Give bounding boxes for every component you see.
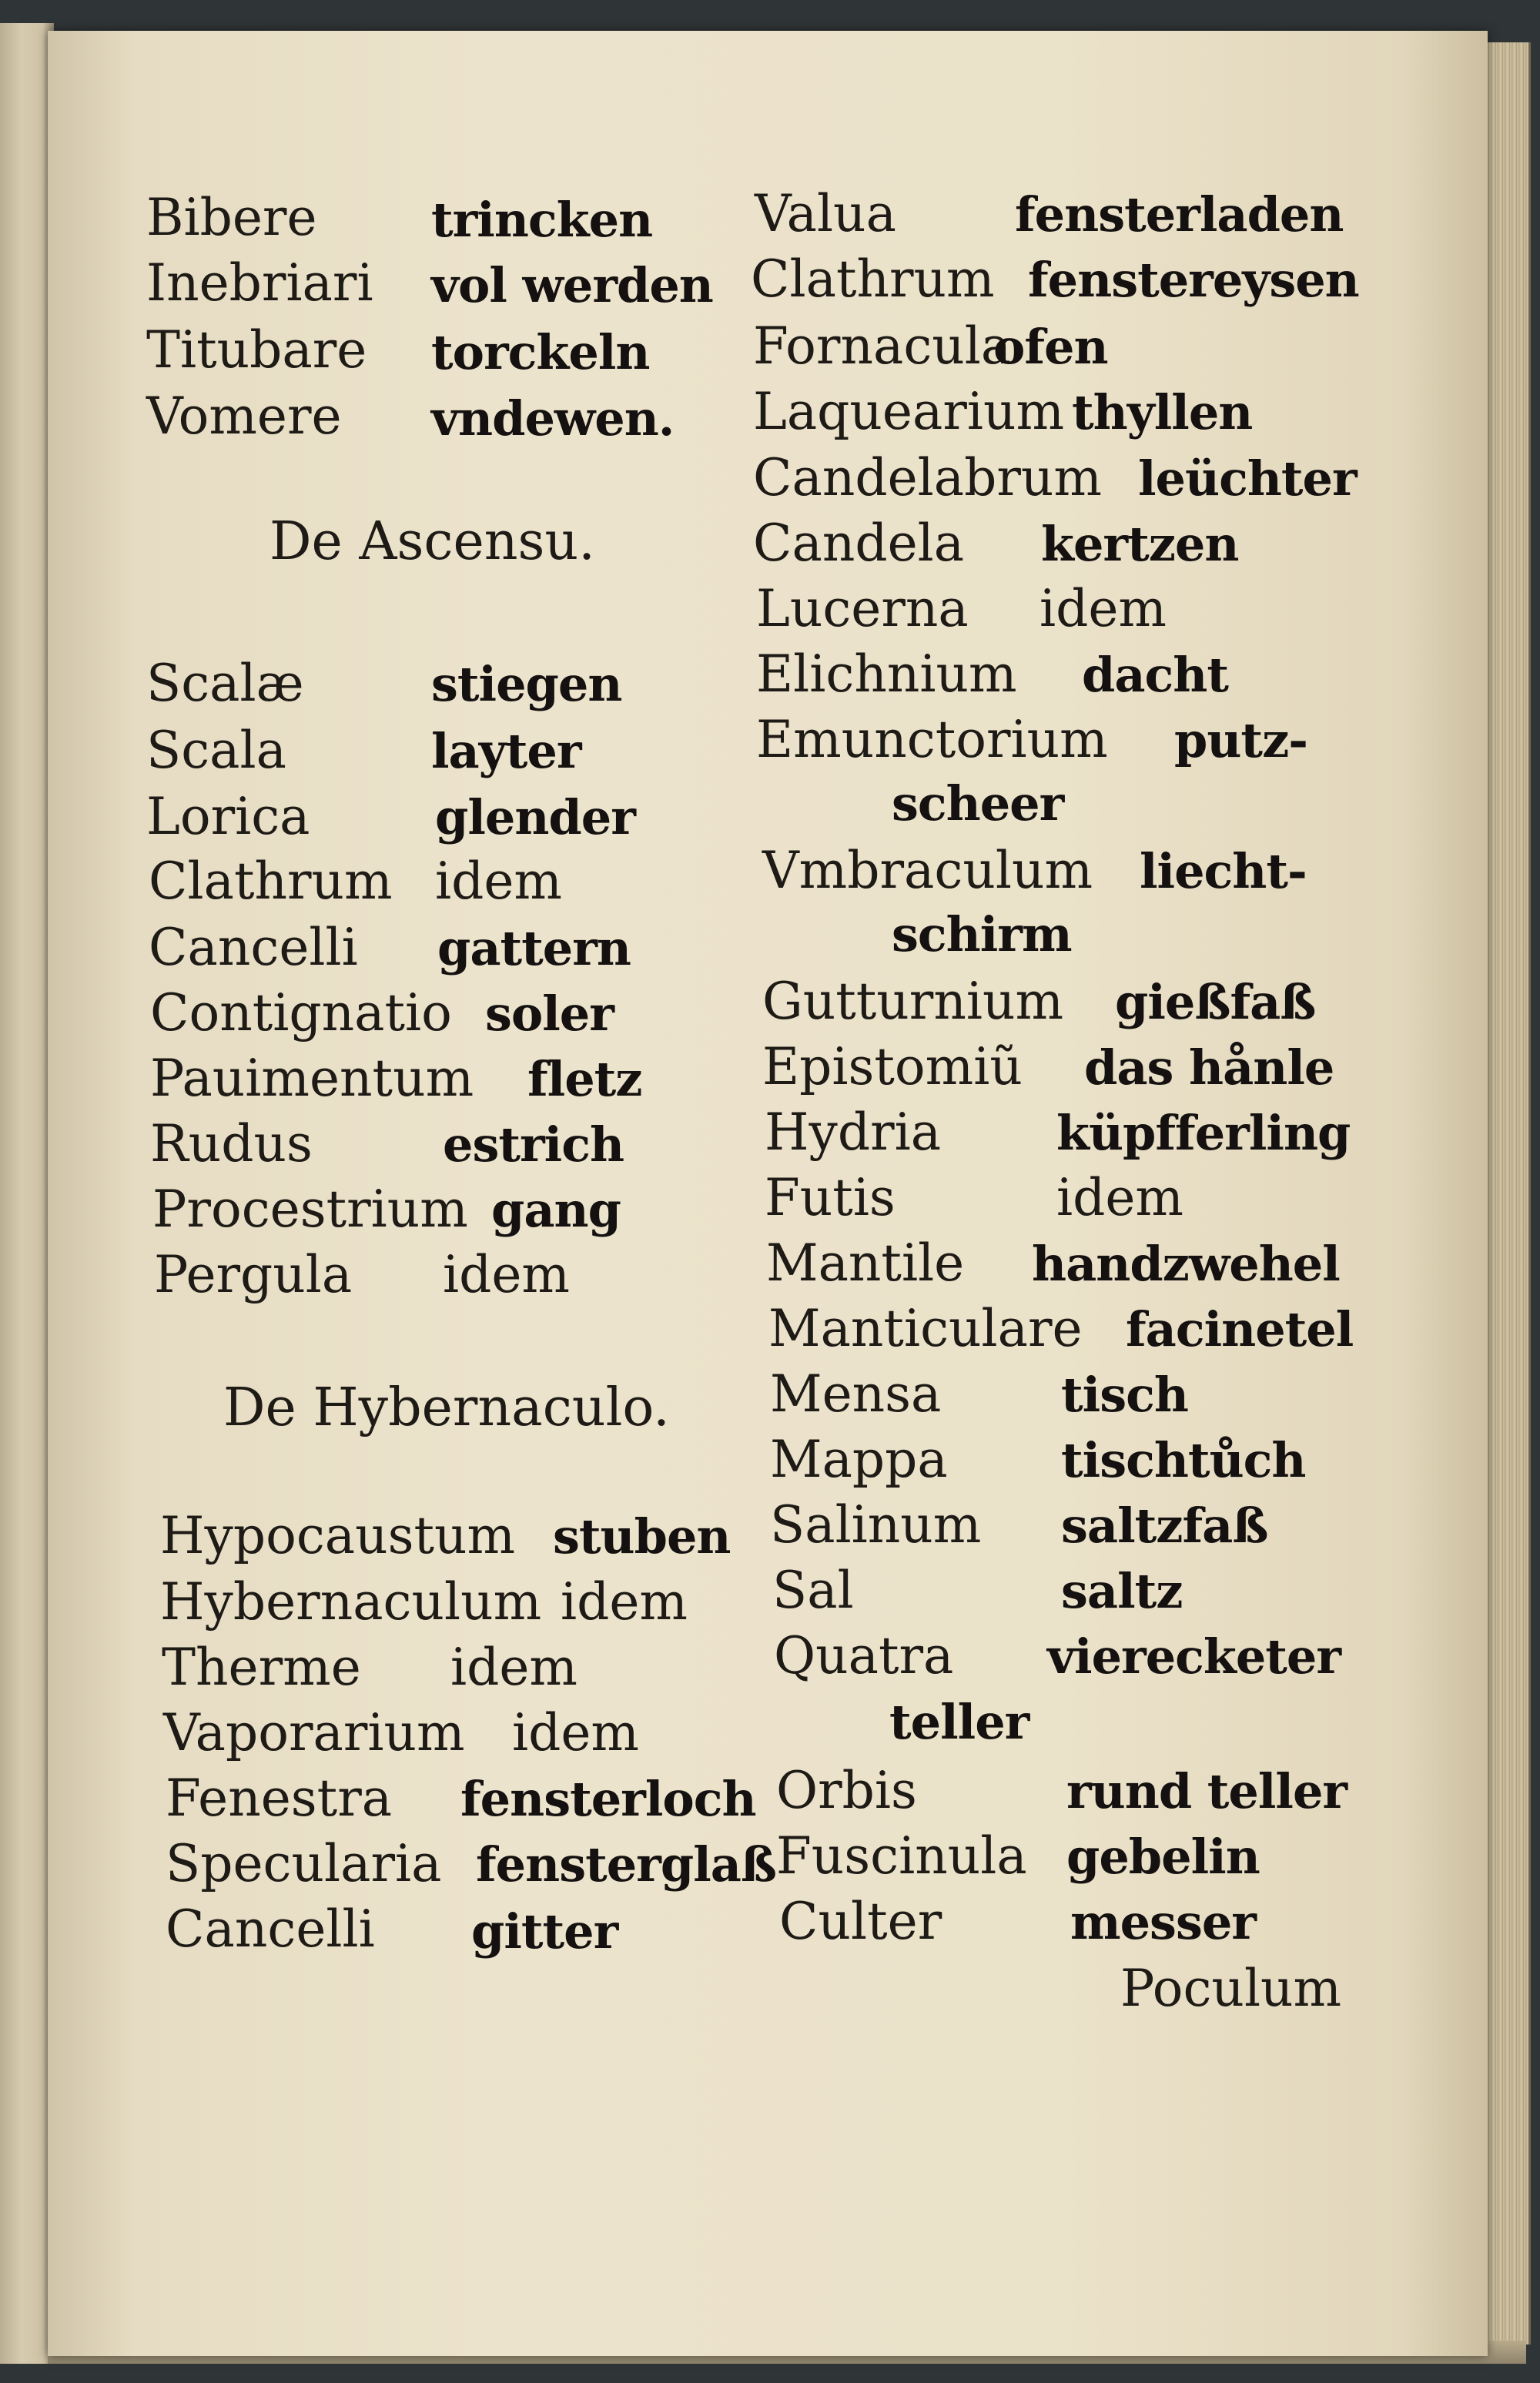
german-word: stiegen [431,656,622,712]
german-word: dacht [1082,647,1228,703]
german-word: vol werden [431,257,713,313]
latin-word: Scala [146,721,286,780]
german-word-continuation: schirm [892,906,1072,962]
german-word: gang [491,1182,621,1238]
latin-word: Hydria [765,1103,942,1162]
german-word: idem [435,852,562,911]
latin-word: Vomere [146,387,342,446]
latin-word: Valua [755,184,896,243]
latin-word: Laquearium [753,382,1065,441]
latin-word: Vmbraculum [762,841,1093,900]
latin-word: Fornacula [753,316,1012,376]
latin-word: Lorica [146,787,310,846]
latin-word: Gutturnium [762,972,1064,1031]
latin-word: Epistomiũ [762,1037,1023,1096]
german-word: torckeln [431,324,650,380]
latin-word: Quatra [774,1626,954,1685]
section-heading-hybernaculo: De Hybernaculo. [223,1377,670,1438]
latin-word: Inebriari [146,253,373,313]
latin-word: Fenestra [166,1769,393,1828]
german-word: fenstereysen [1028,252,1359,308]
latin-word: Elichnium [756,644,1017,704]
latin-word: Pauimentum [150,1049,474,1108]
latin-word: Titubare [146,320,367,380]
german-word: layter [431,723,581,779]
page-stack-edges [1482,42,1531,2345]
latin-word: Therme [162,1638,361,1697]
german-word: estrich [443,1116,624,1173]
latin-word: Mantile [766,1233,965,1293]
german-word: idem [512,1703,639,1762]
latin-word: Cancelli [149,918,358,977]
german-word: trincken [431,192,653,248]
german-word: idem [561,1572,688,1632]
german-word: tisch [1061,1367,1188,1423]
latin-word: Emunctorium [756,710,1108,769]
german-word: gitter [471,1903,618,1960]
german-word: glender [435,789,635,845]
german-word-continuation: scheer [892,775,1064,832]
german-word: messer [1070,1894,1256,1950]
latin-word: Hybernaculum [160,1572,542,1632]
latin-word: Vaporarium [163,1703,465,1762]
latin-word: Orbis [776,1761,917,1820]
latin-word: Culter [779,1892,942,1951]
german-word: idem [450,1638,578,1697]
german-word: kertzen [1041,516,1239,572]
german-word: gießfaß [1115,974,1316,1030]
german-word: idem [443,1245,570,1304]
german-word: fletz [527,1051,642,1107]
german-word: saltzfaß [1061,1498,1268,1554]
german-word: gattern [437,920,631,976]
german-word: idem [1040,579,1167,638]
german-word: rund teller [1066,1763,1348,1819]
german-word: saltz [1061,1563,1183,1619]
german-word: thyllen [1072,384,1253,440]
german-word: putz- [1174,712,1308,768]
german-word: vierecketer [1047,1628,1341,1685]
german-word: vndewen. [431,390,675,447]
latin-word: Fuscinula [776,1826,1027,1886]
section-heading-ascensu: De Ascensu. [270,511,595,572]
latin-word: Candelabrum [753,448,1103,507]
german-word: fensterglaß [476,1836,777,1893]
latin-word: Manticulare [768,1299,1083,1358]
latin-word: Contignatio [150,983,452,1043]
german-word: idem [1056,1168,1183,1227]
latin-word: Lucerna [756,579,969,638]
latin-word: Mensa [770,1364,942,1424]
latin-word: Salinum [770,1495,982,1555]
german-word: gebelin [1066,1829,1260,1885]
latin-word: Scalæ [146,654,304,713]
catchword: Poculum [1120,1959,1342,2018]
previous-page-edge [0,23,54,2364]
german-word-continuation: teller [889,1694,1029,1750]
german-word: küpfferling [1056,1105,1351,1161]
german-word: leüchter [1138,450,1357,507]
german-word: stuben [553,1508,731,1565]
latin-word: Hypocaustum [160,1506,516,1565]
latin-word: Sal [772,1561,854,1620]
latin-word: Clathrum [751,249,995,309]
german-word: facinetel [1126,1301,1354,1357]
german-word: soler [485,986,614,1042]
german-word: fensterladen [1015,186,1344,243]
latin-word: Bibere [146,188,317,247]
german-word: ofen [993,319,1108,375]
latin-word: Candela [753,514,965,573]
latin-word: Mappa [770,1430,948,1489]
latin-word: Specularia [166,1834,442,1893]
latin-word: Futis [765,1168,896,1227]
german-word: tischtůch [1061,1432,1306,1488]
german-word: das hånle [1084,1039,1334,1096]
latin-word: Procestrium [152,1180,468,1239]
latin-word: Rudus [150,1114,313,1173]
german-word: liecht- [1140,843,1307,899]
latin-word: Cancelli [166,1899,375,1959]
german-word: handzwehel [1032,1236,1340,1292]
german-word: fensterloch [460,1771,756,1827]
latin-word: Clathrum [149,852,393,911]
latin-word: Pergula [154,1245,353,1304]
